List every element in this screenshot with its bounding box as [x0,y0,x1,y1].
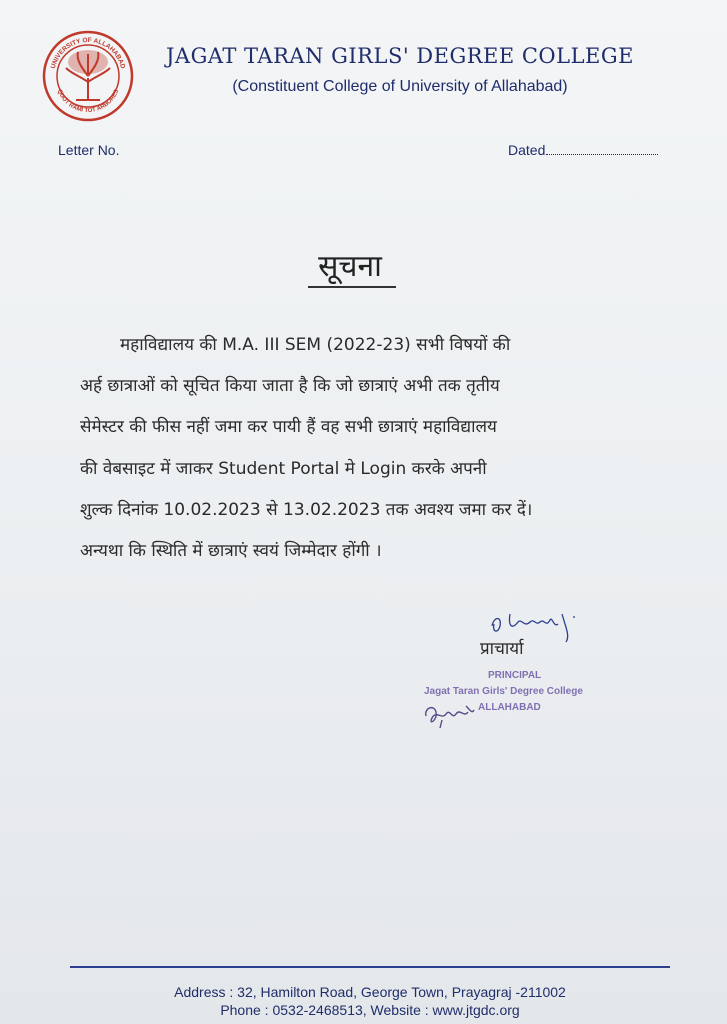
stamp-line-college: Jagat Taran Girls' Degree College [424,686,583,697]
notice-line: की वेबसाइट में जाकर Student Portal मे Login करके अपनी [80,459,487,479]
notice-line: सेमेस्टर की फीस नहीं जमा कर पायी हैं वह सभी छात्राएं महाविद्यालय [80,417,497,437]
notice-title: सूचना [318,249,382,284]
footer-contact: Phone : 0532-2468513, Website : www.jtgdc.org [220,1002,520,1018]
principal-stamp [420,668,620,728]
notice-line: अर्ह छात्राओं को सूचित किया जाता है कि जो छात्राएं अभी तक तृतीय [80,376,500,396]
letter-no-label: Letter No. [58,142,120,158]
seal-text-bottom: QUOT RAMI TOT ARBORES [55,88,121,115]
stamp-line-city: ALLAHABAD [478,702,541,713]
college-name: JAGAT TARAN GIRLS' DEGREE COLLEGE [166,44,634,68]
college-subtitle: (Constituent College of University of Allahabad) [232,78,568,95]
notice-title-underline [308,286,396,288]
seal-text-top: UNIVERSITY OF ALLAHABAD [49,36,127,70]
dated-field [508,142,658,158]
university-seal-icon [42,30,134,122]
dated-dotted-line [546,142,658,155]
principal-designation: प्राचार्या [480,639,524,659]
notice-line: शुल्क दिनांक 10.02.2023 से 13.02.2023 तक अवश्य जमा कर दें। [80,500,533,520]
stamp-signature [422,696,482,730]
dated-label: Dated [508,142,546,158]
notice-line: अन्यथा कि स्थिति में छात्राएं स्वयं जिम्मेदार होंगी । [80,541,382,561]
footer-divider [70,966,670,968]
notice-line: महाविद्यालय की M.A. III SEM (2022-23) सभी विषयों की [120,335,511,355]
stamp-line-principal: PRINCIPAL [488,670,542,681]
footer-address: Address : 32, Hamilton Road, George Town, Prayagraj -211002 [174,984,566,1000]
